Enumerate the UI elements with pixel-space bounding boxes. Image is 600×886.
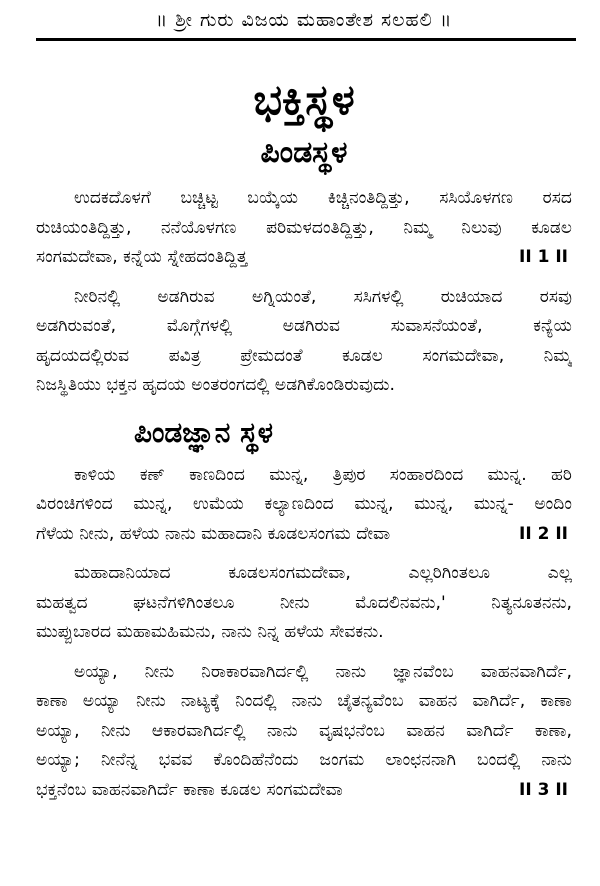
verse-number: II 2 II [519, 523, 568, 544]
text-line: ಅಡಗಿರುವಂತೆ, ಮೊಗ್ಗೆಗಳಲ್ಲಿ ಅಡಗಿರುವ ಸುವಾಸನೆಯಂತೆ, ಕನ್ಯೆಯ [36, 316, 572, 336]
verse-paragraph-3 [36, 658, 572, 806]
header-rule [36, 38, 576, 41]
text-line: ಅಯ್ಯಾ, ನೀನು ನಿರಾಕಾರವಾಗಿರ್ದಲ್ಲಿ ನಾನು ಜ್ಞಾನವೆಂಬ ವಾಹನವಾಗಿರ್ದೆ, [74, 661, 572, 682]
text-line: ಕಾಳಿಯ ಕಣ್ ಕಾಣದಿಂದ ಮುನ್ನ, ತ್ರಿಪುರ ಸಂಹಾರದಿಂದ ಮುನ್ನ. ಹರಿ [74, 464, 572, 485]
verse-number: II 1 II [519, 247, 568, 267]
verse-number: II 3 II [519, 779, 568, 800]
text-line: ನೀರಿನಲ್ಲಿ ಅಡಗಿರುವ ಅಗ್ನಿಯಂತೆ, ಸಸಿಗಳಲ್ಲಿ ರುಚಿಯಾದ ರಸವು [74, 286, 572, 307]
text-line: ಉದಕದೊಳಗೆ ಬಚ್ಚಿಟ್ಟ ಬಯ್ಕೆಯ ಕಿಚ್ಚಿನಂತಿದ್ದಿತ್ತು, ಸಸಿಯೊಳಗಣ ರಸದ [74, 188, 572, 208]
text-line: ಮುಪ್ಪುಬಾರದ ಮಹಾಮಹಿಮನು, ನಾನು ನಿನ್ನ ಹಳೆಯ ಸೇವಕನು. [36, 622, 384, 642]
text-line: ಮಹತ್ವದ ಘಟನೆಗಳಿಗಿಂತಲೂ ನೀನು ಮೊದಲಿನವನು,' ನಿತ್ಯನೂತನನು, [36, 592, 572, 613]
section-title-pindasthala: ಪಿಂಡಸ್ಥಳ [260, 135, 348, 170]
text-line: ಮಹಾದಾನಿಯಾದ ಕೂಡಲಸಂಗಮದೇವಾ, ಎಲ್ಲರಿಗಿಂತಲೂ ಎಲ್ಲ [74, 563, 572, 583]
text-line: ಕಾಣಾ ಅಯ್ಯಾ ನೀನು ನಾಟ್ಯಕ್ಕೆ ನಿಂದಲ್ಲಿ ನಾನು ಚೈತನ್ಯವೆಂಬ ವಾಹನ ವಾಗಿರ್ದೆ, ಕಾಣಾ [36, 691, 572, 711]
running-header: ॥ ಶ್ರೀ ಗುರು ವಿಜಯ ಮಹಾಂತೇಶ ಸಲಹಲಿ ॥ [155, 9, 453, 31]
text-line: ನಿಜಸ್ಥಿತಿಯು ಭಕ್ತನ ಹೃದಯ ಅಂತರಂಗದಲ್ಲಿ ಅಡಗಿಕೊಂಡಿರುವುದು. [36, 375, 395, 395]
verse-paragraph-2 [36, 461, 572, 550]
text-line: ಹೃದಯದಲ್ಲಿರುವ ಪವಿತ್ರ ಪ್ರೇಮದಂತೆ ಕೂಡಲ ಸಂಗಮದೇವಾ, ನಿಮ್ಮ [36, 345, 572, 366]
text-line: ವಿರಂಚಿಗಳಿಂದ ಮುನ್ನ, ಉಮೆಯ ಕಲ್ಯಾಣದಿಂದ ಮುನ್ನ, ಮುನ್ನ, ಮುನ್ನ- ಅಂದಿಂ [36, 494, 572, 514]
commentary-paragraph-2 [36, 559, 572, 648]
text-line: ಸಂಗಮದೇವಾ, ಕನ್ನೆಯ ಸ್ನೇಹದಂತಿದ್ದಿತ್ತ [36, 247, 248, 267]
text-line: ಅಯ್ಯಾ; ನೀನೆನ್ನ ಭವವ ಕೊಂದಿಹೆನೆಂದು ಜಂಗಮ ಲಾಂಛನನಾಗಿ ಬಂದಲ್ಲಿ ನಾನು [36, 750, 572, 770]
section-title-pindajnana: ಪಿಂಡಜ್ಞಾನ ಸ್ಥಳ [134, 415, 273, 449]
text-line: ಗೆಳೆಯ ನೀನು, ಹಳೆಯ ನಾನು ಮಹಾದಾನಿ ಕೂಡಲಸಂಗಮ ದೇವಾ [36, 523, 391, 544]
text-line: ರುಚಿಯಂತಿದ್ದಿತ್ತು, ನನೆಯೊಳಗಣ ಪರಿಮಳದಂತಿದ್ದಿತ್ತು, ನಿಮ್ಮ ನಿಲುವು ಕೂಡಲ [36, 217, 572, 238]
verse-paragraph-1 [36, 184, 572, 273]
commentary-paragraph-1 [36, 283, 572, 401]
chapter-title: ಭಕ್ತಿಸ್ಥಳ [253, 75, 355, 124]
text-line: ಅಯ್ಯಾ, ನೀನು ಆಕಾರವಾಗಿರ್ದಲ್ಲಿ ನಾನು ವೃಷಭನೆಂಬ ವಾಹನ ವಾಗಿರ್ದೆ ಕಾಣಾ, [36, 720, 572, 741]
text-line: ಭಕ್ತನೆಂಬ ವಾಹನವಾಗಿರ್ದೆ ಕಾಣಾ ಕೂಡಲ ಸಂಗಮದೇವಾ [36, 779, 343, 800]
